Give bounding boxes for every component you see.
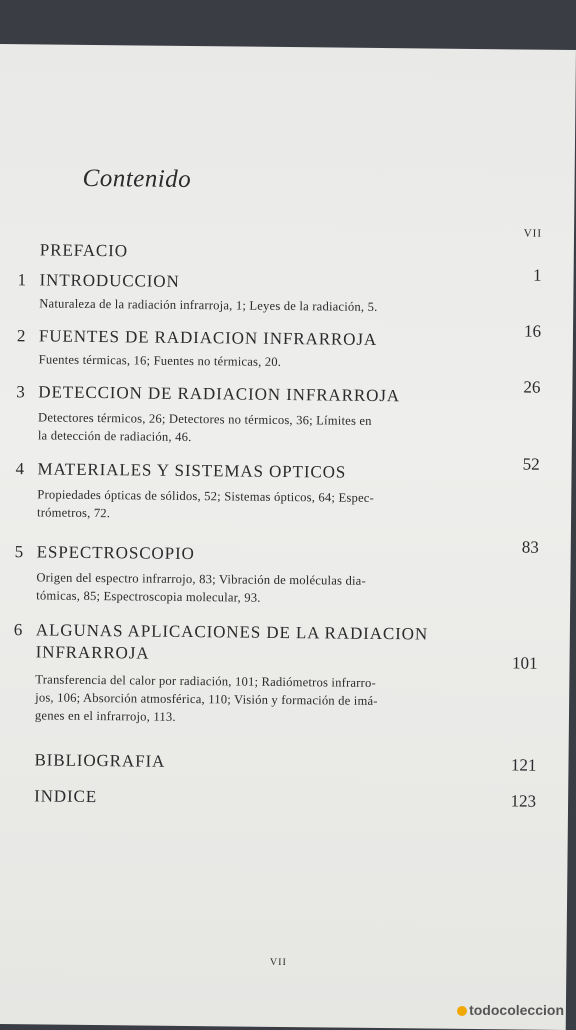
- subtopic-line: genes en el infrarrojo, 113.: [34, 708, 176, 724]
- entry-page: 123: [510, 791, 537, 811]
- subtopic-line: jos, 106; Absorción atmosférica, 110; Visión y formación de imá-: [35, 690, 378, 708]
- chapter-title: FUENTES DE RADIACION INFRARROJA: [38, 326, 378, 349]
- entry-heading: BIBLIOGRAFIA: [34, 750, 166, 771]
- subtopic-line: Propiedades ópticas de sólidos, 52; Sistemas ópticos, 64; Espec-: [37, 487, 375, 505]
- chapter-title: DETECCION DE RADIACION INFRARROJA: [38, 382, 401, 406]
- subtopic-line: Naturaleza de la radiación infrarroja, 1; Leyes de la radiación, 5.: [39, 296, 378, 314]
- chapter-title-continued: INFRARROJA: [35, 642, 150, 663]
- toc-entry-chapter-1: [0, 265, 558, 314]
- chapter-subtopics: [37, 485, 482, 526]
- page-title: Contenido: [82, 164, 192, 194]
- chapter-number: 4: [15, 459, 25, 479]
- entry-page: VII: [523, 227, 543, 240]
- toc-entry-chapter-6: [0, 620, 554, 724]
- chapter-number: 3: [16, 382, 25, 402]
- chapter-title: MATERIALES Y SISTEMAS OPTICOS: [37, 459, 347, 482]
- subtopic-line: Transferencia del calor por radiación, 101; Radiómetros infrarro-: [35, 672, 376, 690]
- chapter-subtopics: [39, 294, 484, 317]
- chapter-subtopics: [36, 568, 481, 609]
- entry-heading: PREFACIO: [39, 240, 129, 261]
- chapter-page: 26: [523, 377, 541, 397]
- chapter-number: 1: [17, 270, 27, 290]
- chapter-number: 5: [14, 542, 24, 562]
- chapter-page: 16: [523, 321, 542, 341]
- chapter-title: ALGUNAS APLICACIONES DE LA RADIACION: [35, 620, 429, 644]
- watermark: [457, 1002, 564, 1018]
- subtopic-line: Detectores térmicos, 26; Detectores no térmicos, 36; Límites en: [38, 410, 372, 428]
- page-footer-number: VII: [269, 956, 287, 969]
- subtopic-line: tómicas, 85; Espectroscopia molecular, 93.: [36, 588, 261, 605]
- toc-entry-chapter-3: [0, 377, 556, 445]
- chapter-subtopics: [35, 670, 481, 729]
- entry-heading: INDICE: [34, 786, 98, 807]
- toc-entry-chapter-5: [0, 537, 555, 605]
- subtopic-line: la detección de radiación, 46.: [37, 428, 192, 445]
- chapter-title: INTRODUCCION: [39, 270, 180, 291]
- chapter-page: 83: [521, 537, 539, 557]
- subtopic-line: Fuentes térmicas, 16; Fuentes no térmicas, 20.: [38, 352, 282, 369]
- subtopic-line: Origen del espectro infrarrojo, 83; Vibración de moléculas dia-: [36, 570, 366, 588]
- chapter-subtopics: [38, 408, 483, 449]
- watermark-logo-icon: [457, 1006, 467, 1016]
- chapter-page: 52: [522, 454, 540, 474]
- toc-entry-indice: [0, 786, 552, 811]
- toc-entry-prefacio: [0, 227, 558, 261]
- toc-entry-chapter-4: [0, 454, 556, 521]
- watermark-text: todocoleccion: [469, 1002, 564, 1018]
- chapter-title: ESPECTROSCOPIO: [36, 542, 195, 564]
- toc-entry-chapter-2: [0, 321, 557, 369]
- chapter-page: 1: [533, 265, 542, 285]
- subtopic-line: trómetros, 72.: [37, 505, 111, 521]
- chapter-page: 101: [511, 653, 538, 673]
- chapter-subtopics: [39, 350, 484, 373]
- entry-page: 121: [510, 755, 537, 775]
- chapter-number: 6: [13, 620, 23, 640]
- book-page: [0, 44, 576, 1030]
- chapter-number: 2: [16, 326, 26, 346]
- toc-entry-bibliografia: [0, 750, 553, 775]
